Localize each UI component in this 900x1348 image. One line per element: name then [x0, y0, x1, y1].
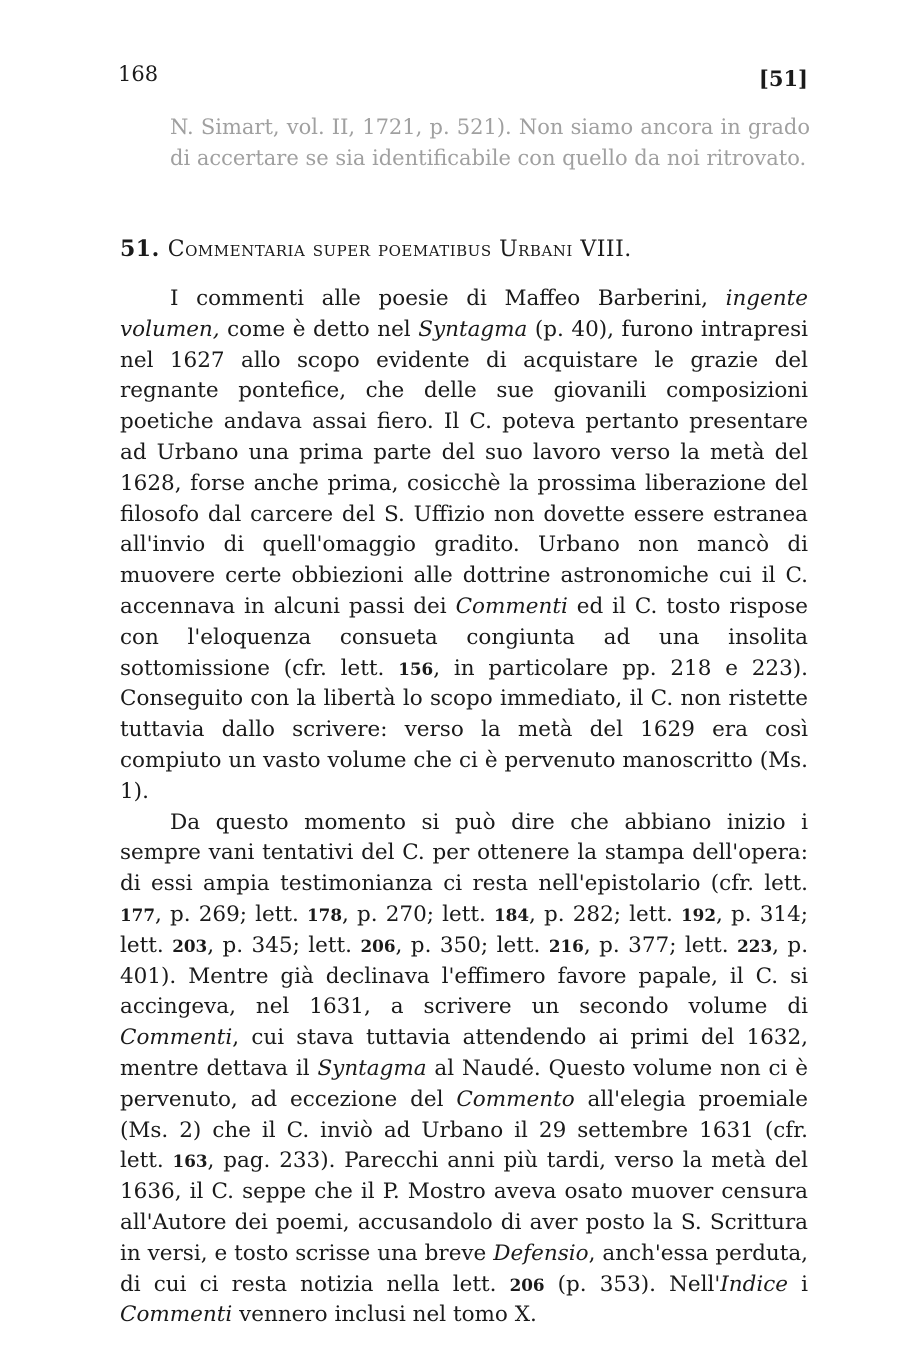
text-run: , p. 401). Mentre già declinava l'effimero favore papale, il C. si accingeva, nel 1631, a scrivere un secondo volume di: [120, 932, 809, 1020]
text-run: I commenti alle poesie di Maffeo Barberini,: [170, 286, 726, 311]
letter-reference: 206: [509, 1274, 545, 1295]
body-text: [120, 284, 808, 1331]
italic-text: Syntagma: [317, 1055, 427, 1081]
italic-text: Commenti: [455, 593, 568, 619]
italic-text: Defensio: [493, 1240, 589, 1266]
paragraph: [120, 808, 808, 1332]
letter-reference: 178: [307, 904, 342, 925]
text-run: , p. 377; lett.: [583, 932, 738, 958]
letter-reference: 177: [120, 904, 155, 925]
section-heading: [120, 236, 820, 262]
text-run: Da questo momento si può dire che abbiano inizio i sempre vani tentativi del C. per ottenere la stampa dell'opera: di essi ampia testimonianza ci resta nell'epistolario (cfr. lett.: [120, 809, 808, 897]
italic-text: ingente volumen,: [120, 286, 808, 342]
text-run: (p. 353). Nell': [544, 1271, 721, 1297]
text-run: (p. 40), furono intrapresi nel 1627 allo scopo evidente di acquistare le grazie del regnante pontefice, che delle sue giovanili composizioni poetiche andava assai fiero. Il C. poteva pertanto presentare ad Urbano una prima parte del suo lavoro verso la metà del 1628, forse anche prima, cosicchè la prossima liberazione del filosofo dal carcere del S. Uffizio non dovette essere estranea all'invio di quell'omaggio gradito. Urbano non mancò di muovere certe obbiezioni alle dottrine astronomiche cui il C. accennava in alcuni passi dei: [120, 316, 808, 619]
italic-text: Syntagma: [418, 316, 528, 342]
letter-reference: 156: [398, 658, 434, 679]
text-run: , p. 282; lett.: [529, 901, 681, 927]
italic-text: Commenti: [120, 1302, 233, 1328]
letter-reference: 223: [737, 935, 773, 956]
text-run: , p. 314; lett.: [120, 901, 808, 958]
page-reference: [51]: [758, 66, 808, 91]
text-run: vennero inclusi nel tomo X.: [232, 1302, 537, 1328]
section-title: Commentaria super poematibus Urbani VIII.: [167, 237, 632, 262]
previous-entry-text: N. Simart, vol. II, 1721, p. 521). Non siamo ancora in grado di accertare se sia identificabile con quello da noi ritrovato.: [170, 115, 810, 170]
text-run: , p. 269; lett.: [155, 901, 307, 927]
paragraph: [120, 284, 808, 808]
text-run: , cui stava tuttavia attendendo ai primi del 1632, mentre dettava il: [120, 1025, 808, 1081]
letter-reference: 192: [681, 904, 716, 925]
text-run: ed il C. tosto rispose con l'eloquenza consueta congiunta ad una insolita sottomissione (cfr. lett.: [120, 593, 809, 681]
letter-reference: 216: [548, 935, 584, 956]
text-run: , anch'essa perduta, di cui ci resta notizia nella lett.: [120, 1240, 808, 1297]
page-number: 168: [118, 62, 159, 86]
text-run: , p. 345; lett.: [207, 932, 361, 958]
text-run: , pag. 233). Parecchi anni più tardi, verso la metà del 1636, il C. seppe che il P. Mostro aveva osato muover censura all'Autore dei poemi, accusandolo di aver posto la S. Scrittura in versi, e tosto scrisse una breve: [120, 1148, 808, 1266]
text-run: al Naudé. Questo volume non ci è pervenuto, ad eccezione del: [120, 1055, 808, 1112]
italic-text: Commento: [456, 1086, 575, 1112]
letter-reference: 163: [172, 1151, 208, 1172]
text-run: i: [788, 1271, 808, 1297]
italic-text: Commenti: [120, 1025, 233, 1051]
text-run: , in particolare pp. 218 e 223). Conseguito con la libertà lo scopo immediato, il C. non ristette tuttavia dallo scrivere: verso la metà del 1629 era così compiuto un vasto volume che ci è pervenuto manoscritto (Ms. 1).: [120, 655, 808, 804]
letter-reference: 184: [494, 904, 529, 925]
letter-reference: 206: [360, 935, 396, 956]
letter-reference: 203: [172, 935, 208, 956]
section-number: 51.: [120, 236, 160, 262]
text-run: all'elegia proemiale (Ms. 2) che il C. inviò ad Urbano il 29 settembre 1631 (cfr. lett.: [120, 1086, 808, 1174]
text-run: come è detto nel: [219, 316, 419, 342]
italic-text: Indice: [720, 1271, 789, 1297]
text-run: , p. 270; lett.: [342, 901, 494, 927]
text-run: , p. 350; lett.: [395, 932, 549, 958]
